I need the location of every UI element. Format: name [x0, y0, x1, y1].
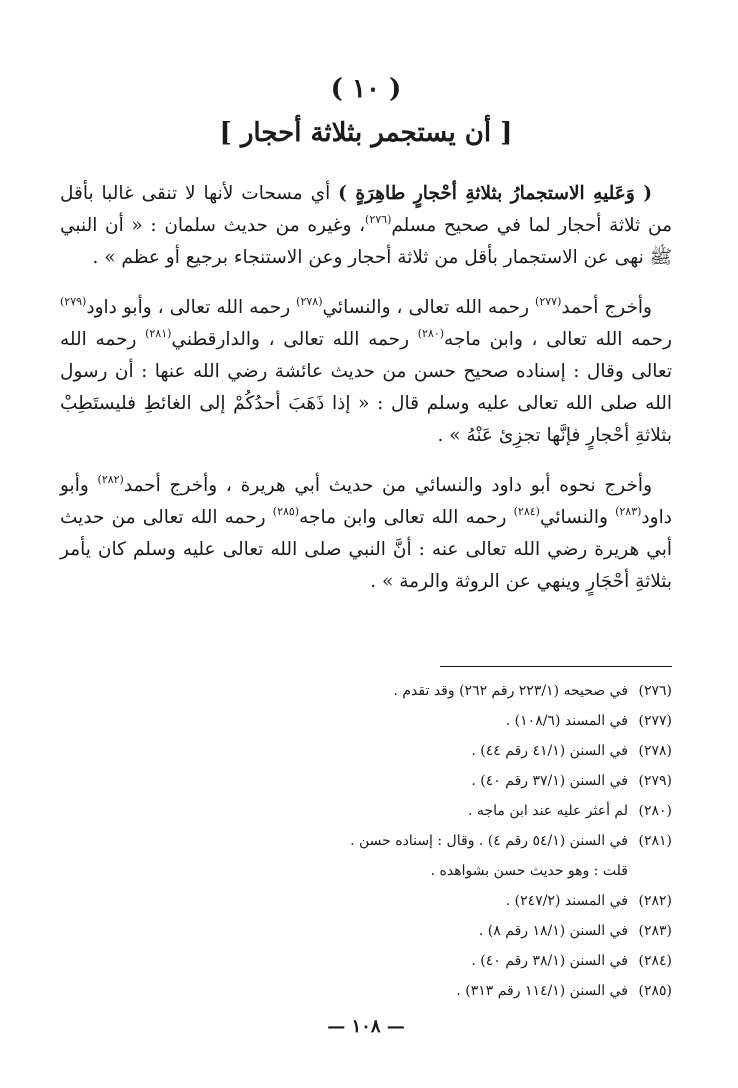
footnote-ref: (٢٧٦) — [365, 213, 392, 226]
paragraph — [60, 292, 672, 452]
footnote-text: في السنن (٣٧/١ رقم ٤٠) . — [471, 773, 628, 789]
footnote — [60, 916, 672, 946]
footnote-number: (٢٨٢) — [638, 893, 672, 909]
footnote — [60, 676, 672, 706]
footnote-number: (٢٧٦) — [638, 683, 672, 699]
footnote — [60, 826, 672, 856]
footnote — [60, 736, 672, 766]
text-segment: وأخرج أحمد — [561, 297, 652, 318]
text-segment: ، وغيره من حديث سلمان : « أن النبي ﷺ نهى عن الاستجمار بأقل من ثلاثة أحجار وعن الاستنجاء برجيع أو عظم » . — [60, 215, 672, 268]
footnote-text: في السنن (١١٤/١ رقم ٣١٣) . — [456, 983, 628, 999]
text-segment: رحمه الله تعالى ، وابن ماجه — [444, 329, 672, 350]
footnote-number: (٢٨١) — [638, 833, 672, 849]
footnote-text: في السنن (٣٨/١ رقم ٤٠) . — [471, 953, 628, 969]
text-segment: رحمه الله تعالى ، وأبو داود — [86, 297, 297, 318]
text-segment: والنسائي — [539, 507, 616, 528]
footnote-text: قلت : وهو حديث حسن بشواهده . — [430, 863, 628, 879]
chapter-title: [ أن يستجمر بثلاثة أحجار ] — [219, 118, 513, 148]
footnotes — [60, 676, 672, 1006]
text-segment: وأخرج نحوه أبو داود والنسائي من حديث أبي هريرة ، وأخرج أحمد — [123, 475, 652, 496]
footnote-text: في السنن (٥٤/١ رقم ٤) . وقال : إسناده حسن . — [350, 833, 628, 849]
footnote-ref: (٢٨٤) — [513, 505, 540, 518]
footnote-ref: (٢٨٣) — [615, 505, 642, 518]
footnote — [60, 946, 672, 976]
footnote-number: (٢٧٩) — [638, 773, 672, 789]
page — [60, 0, 672, 1088]
footnote — [60, 856, 672, 886]
footnote-text: لم أعثر عليه عند ابن ماجه . — [468, 803, 628, 819]
text-segment: ( وَعَليهِ الاستجمارُ بثلاثةِ أحْجارٍ طاهِرَةٍ ) — [338, 183, 652, 204]
footnote-number: (٢٧٧) — [638, 713, 672, 729]
footnote-text: في السنن (١٨/١ رقم ٨) . — [478, 923, 628, 939]
footnote — [60, 976, 672, 1006]
text-segment: رحمه الله تعالى وقال : إسناده صحيح حسن من حديث عائشة رضي الله عنها : أن رسول الله صلى الله تعالى عليه وسلم قال : « إذا ذَهَبَ أحدُكُمْ إلى الغائطِ فليستَطِبْ بثلاثةِ أحْجارٍ فإنَّها تجزِئ عَنْهُ » . — [60, 329, 672, 446]
footnote-text: في السنن (٤١/١ رقم ٤٤) . — [471, 743, 628, 759]
footnote-ref: (٢٧٧) — [535, 295, 562, 308]
text-segment: رحمه الله تعالى من حديث أبي هريرة رضي الله تعالى عنه : أنَّ النبي صلى الله تعالى عليه وسلم كان يأمر بثلاثةِ أحْجَارٍ وينهي عن الروثة والرمة » . — [60, 507, 672, 592]
text-segment: وأبو داود — [60, 475, 672, 528]
footnote-number: (٢٨٤) — [638, 953, 672, 969]
footnote-divider — [440, 666, 672, 667]
footnote — [60, 886, 672, 916]
text-segment: أي مسحات لأنها لا تنقى غالبا بأقل من ثلاثة أحجار لما في صحيح مسلم — [60, 183, 672, 236]
body-text — [60, 178, 672, 616]
text-segment: رحمه الله تعالى وابن ماجه — [299, 507, 514, 528]
footnote-text: في صحيحه (٢٢٣/١ رقم ٢٦٢) وقد تقدم . — [393, 683, 628, 699]
footnote-ref: (٢٧٩) — [60, 295, 87, 308]
page-number: — ١٠٨ — — [327, 1016, 405, 1037]
footnote-ref: (٢٨٢) — [97, 473, 124, 486]
footnote-ref: (٢٨١) — [145, 327, 172, 340]
footnote-ref: (٢٨٥) — [272, 505, 300, 518]
footnote — [60, 766, 672, 796]
footnote-ref: (٢٨٠) — [417, 327, 445, 340]
footnote — [60, 706, 672, 736]
chapter-number: ( ١٠ ) — [330, 74, 402, 104]
footnote-number: (٢٨٠) — [638, 803, 672, 819]
footnote-text: في المسند (١٠٨/٦) . — [505, 713, 628, 729]
text-segment: رحمه الله تعالى ، والنسائي — [322, 297, 536, 318]
footnote-text: في المسند (٢٤٧/٢) . — [505, 893, 628, 909]
footnote — [60, 796, 672, 826]
footnote-ref: (٢٧٨) — [296, 295, 323, 308]
paragraph — [60, 470, 672, 598]
footnote-number: (٢٨٣) — [638, 923, 672, 939]
text-segment: رحمه الله تعالى ، والدارقطني — [171, 329, 418, 350]
paragraph — [60, 178, 672, 274]
footnote-number: (٢٨٥) — [638, 983, 672, 999]
footnote-number: (٢٧٨) — [638, 743, 672, 759]
